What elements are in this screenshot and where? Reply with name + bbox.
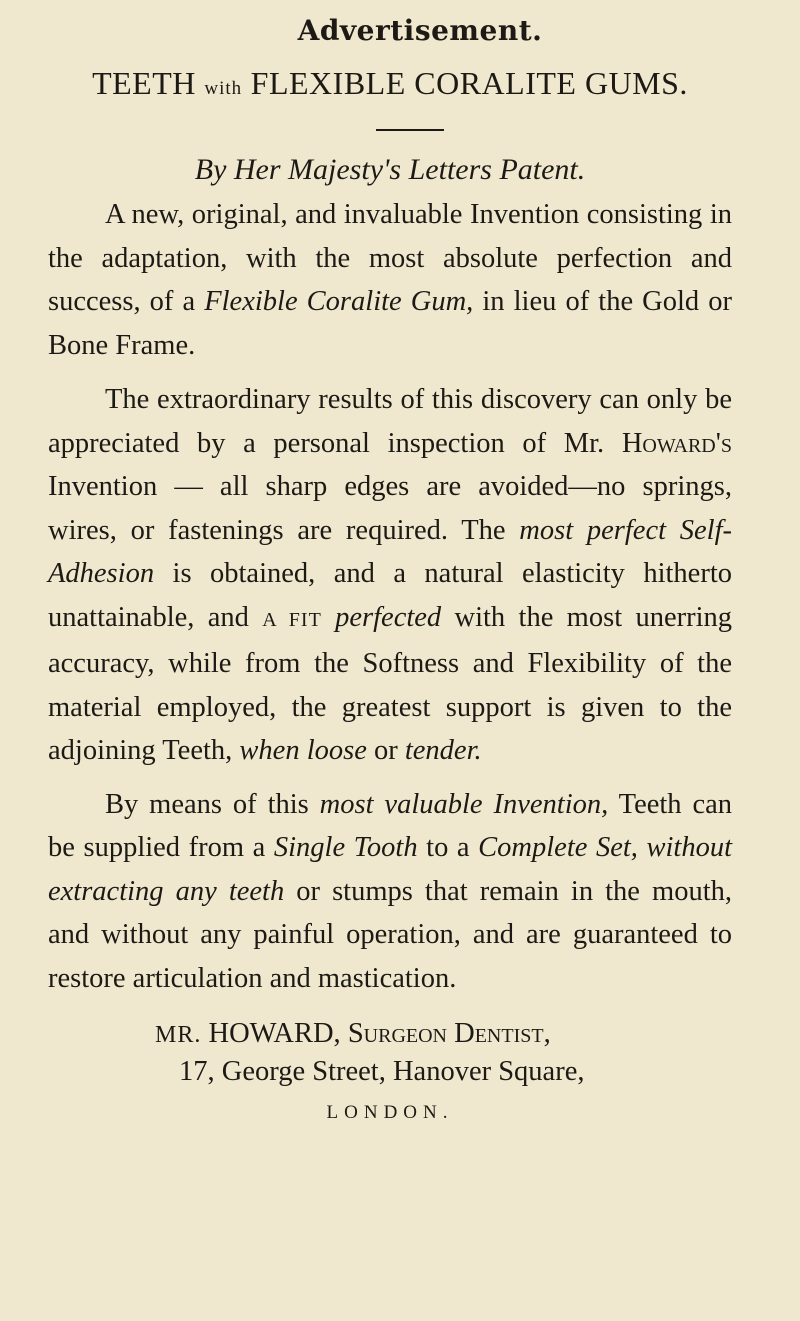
p3-text-e: to a: [417, 832, 479, 863]
p3-text-c: Teeth can be supplied from a: [48, 788, 733, 863]
p1-text-c: in lieu of the Gold or Bone Frame.: [48, 286, 732, 361]
advertisement-heading: Advertisement.: [297, 14, 543, 47]
p2-text-g: [322, 602, 335, 633]
p2-text-l: tender.: [404, 735, 482, 766]
signature-mr: MR.: [155, 1022, 202, 1048]
p2-text-f: A FIT: [262, 608, 322, 631]
p2-text-k: or: [366, 735, 405, 766]
divider-rule: [376, 129, 444, 131]
title-part2: with: [204, 78, 243, 99]
signature-title: Surgeon Dentist,: [347, 1018, 551, 1049]
paragraph-1: [48, 193, 732, 367]
p2-text-d: most perfect Self-Adhesion: [48, 514, 732, 589]
p3-text-a: By means of this: [105, 788, 320, 820]
p1-text-b: Flexible Coralite Gum,: [204, 286, 474, 317]
p1-text-a: A new, original, and invaluable Invention consisting in the adaptation, with the most absolute perfection and success, of a: [48, 199, 732, 317]
signature-name: HOWARD,: [208, 1018, 341, 1049]
p3-text-d: Single Tooth: [273, 832, 418, 863]
signature-address: 17, George Street, Hanover Square,: [179, 1056, 585, 1087]
title-part1: TEETH: [92, 65, 196, 101]
paragraph-2: [48, 378, 732, 773]
p2-text-a: The extraordinary results of this discovery can only be appreciated by a personal inspection of Mr.: [48, 384, 732, 459]
p3-text-f: Complete Set, without extracting any teeth: [48, 832, 733, 907]
paragraph-3: [48, 783, 732, 1001]
signature-name-line: [48, 1018, 732, 1050]
patent-line: By Her Majesty's Letters Patent.: [194, 153, 586, 186]
p2-text-e: is obtained, and a natural elasticity hitherto unattainable, and: [48, 558, 732, 633]
signature-city: LONDON.: [326, 1102, 454, 1123]
page-title: [48, 65, 732, 102]
p3-text-b: most valuable Invention,: [319, 788, 609, 820]
title-part3: FLEXIBLE CORALITE GUMS.: [250, 65, 688, 101]
p2-text-b: Howard's: [621, 427, 732, 459]
p2-text-c: Invention — all sharp edges are avoided—no springs, wires, or fastenings are required. The: [48, 471, 732, 546]
p3-text-g: or stumps that remain in the mouth, and without any painful operation, and are guaranteed to restore articulation and mastication.: [48, 875, 732, 994]
p2-text-h: perfected: [335, 601, 442, 633]
p2-text-i: with the most unerring accuracy, while from the Softness and Flexibility of the material employed, the greatest support is given to the adjoining Teeth,: [48, 601, 733, 766]
p2-text-j: when loose: [239, 735, 367, 766]
